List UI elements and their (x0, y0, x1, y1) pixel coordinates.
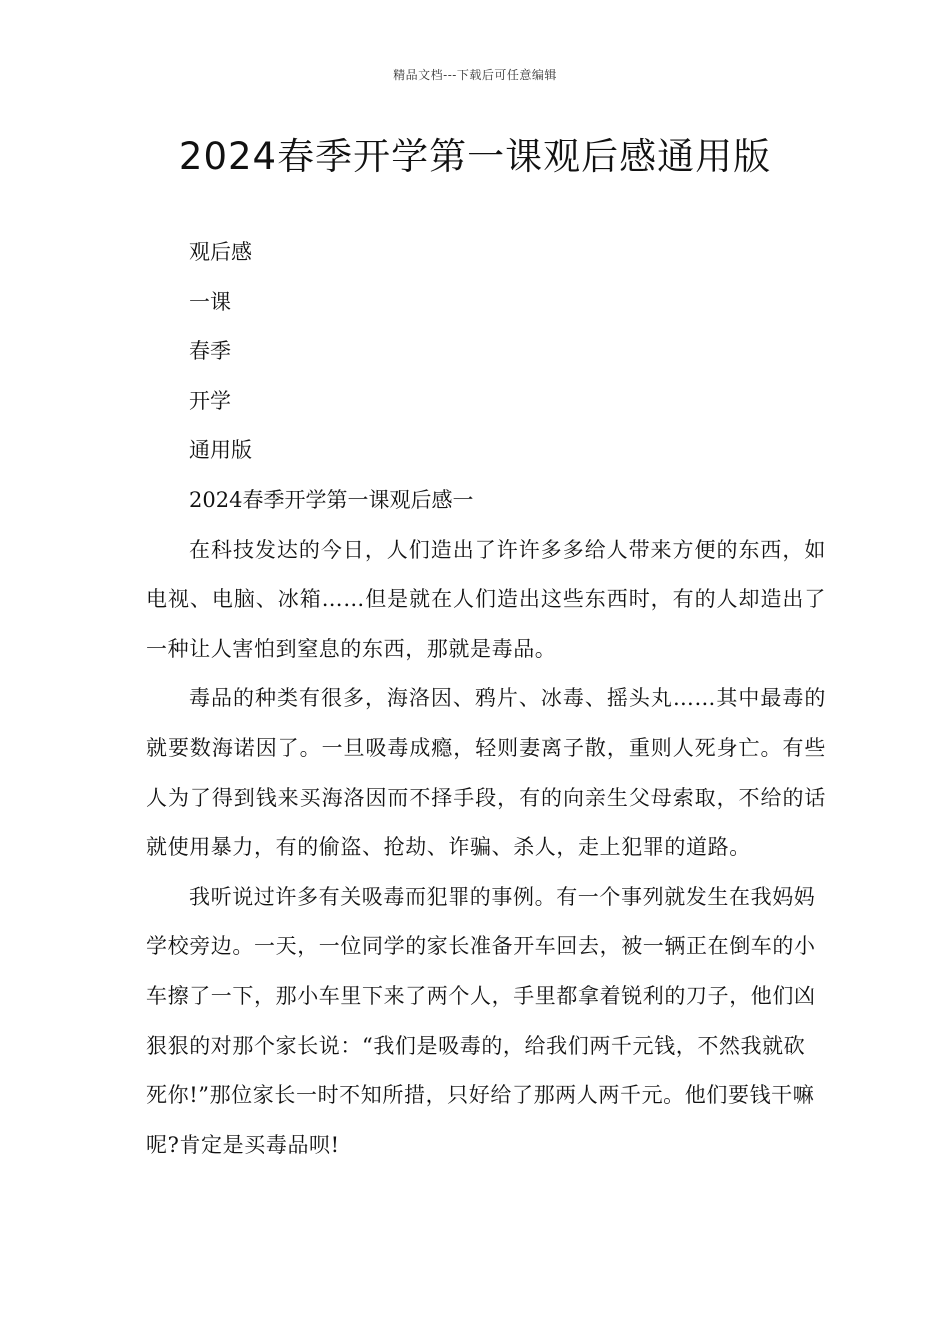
keyword-line: 开学 (189, 388, 231, 413)
document-body (146, 228, 826, 1170)
section-subtitle: 2024春季开学第一课观后感一 (189, 487, 474, 512)
keyword-line: 一课 (189, 289, 231, 314)
body-paragraph: 在科技发达的今日，人们造出了许许多多给人带来方便的东西，如电视、电脑、冰箱……但是就在人们造出这些东西时，有的人却造出了一种让人害怕到窒息的东西，那就是毒品。 (146, 537, 826, 661)
keyword-line: 通用版 (189, 438, 252, 463)
body-paragraph: 毒品的种类有很多，海洛因、鸦片、冰毒、摇头丸……其中最毒的就要数海诺因了。一旦吸毒成瘾，轻则妻离子散，重则人死身亡。有些人为了得到钱来买海洛因而不择手段，有的向亲生父母索取，不给的话就使用暴力，有的偷盗、抢劫、诈骗、杀人，走上犯罪的道路。 (146, 686, 826, 860)
page-header: 精品文档---下载后可任意编辑 (393, 68, 557, 82)
body-paragraph: 我听说过许多有关吸毒而犯罪的事例。有一个事列就发生在我妈妈学校旁边。一天，一位同学的家长准备开车回去，被一辆正在倒车的小车擦了一下，那小车里下来了两个人，手里都拿着锐利的刀子，他们凶狠狠的对那个家长说：“我们是吸毒的，给我们两千元钱，不然我就砍死你!”那位家长一时不知所措，只好给了那两人两千元。他们要钱干嘛呢?肯定是买毒品呗! (146, 884, 816, 1157)
keyword-line: 春季 (189, 339, 231, 364)
document-title: 2024春季开学第一课观后感通用版 (178, 135, 772, 178)
keyword-line: 观后感 (189, 240, 252, 264)
